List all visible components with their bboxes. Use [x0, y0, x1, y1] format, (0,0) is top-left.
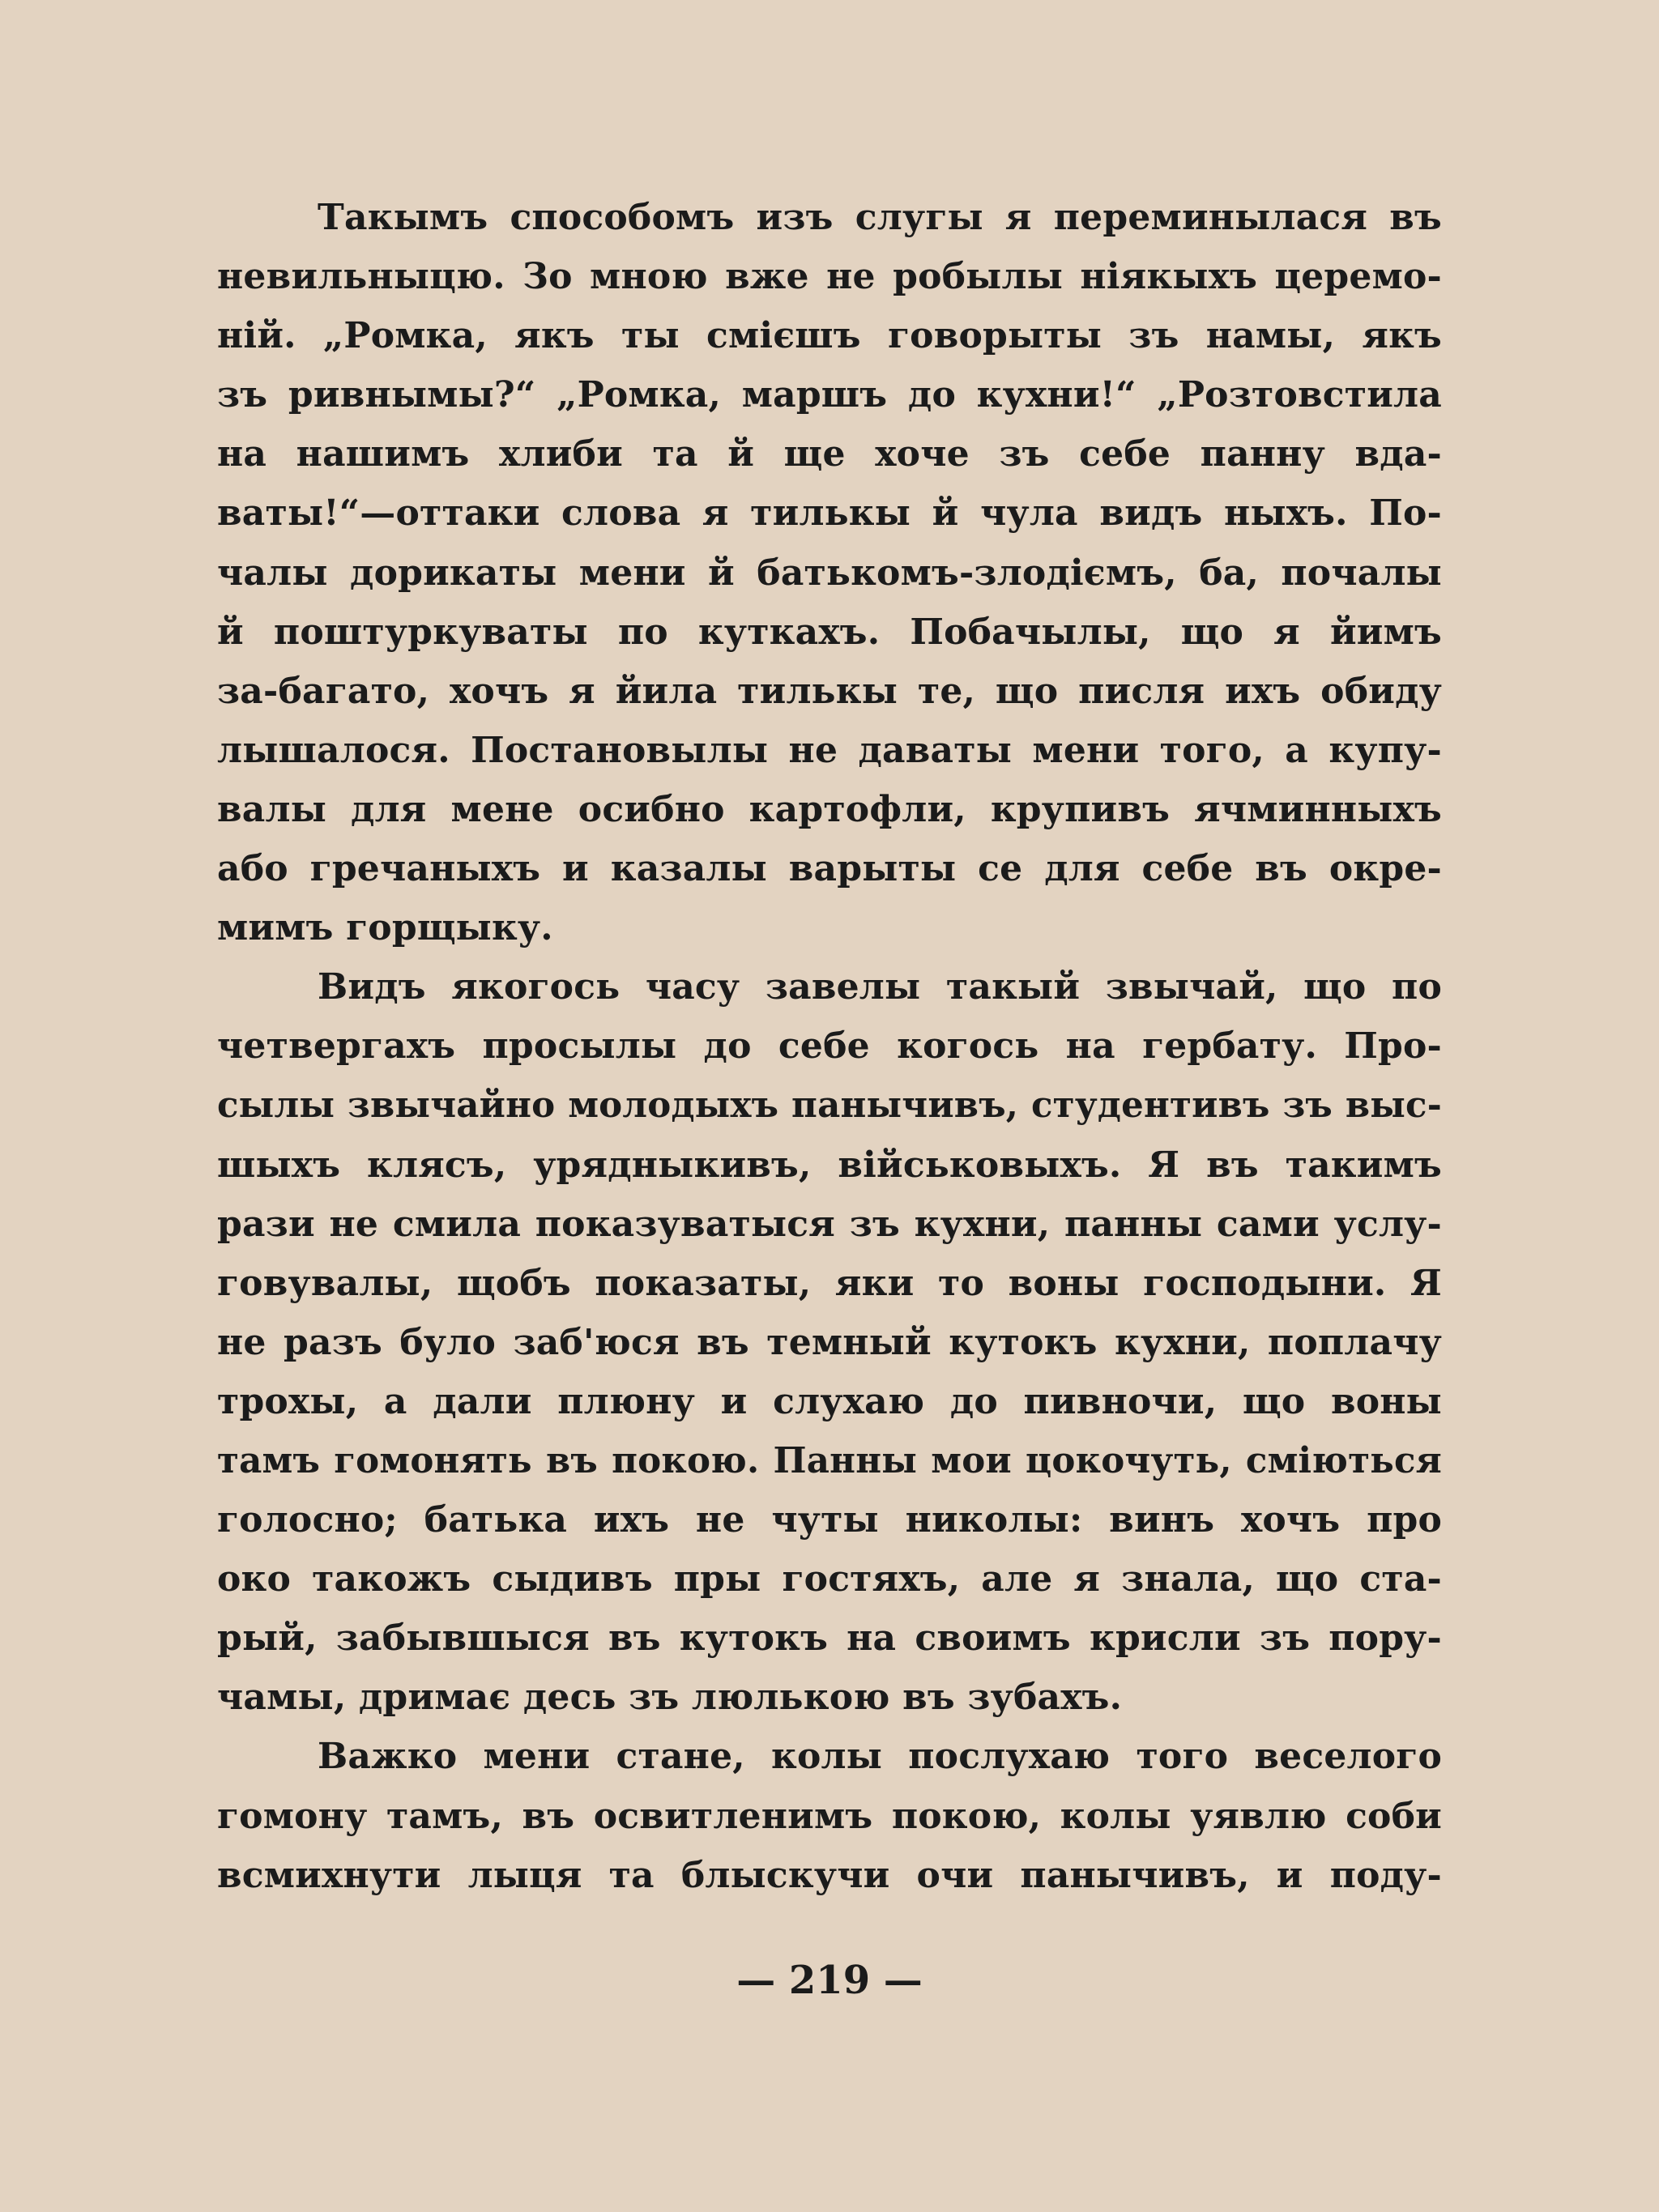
body-text: [217, 188, 1442, 1905]
paragraph-1: [217, 188, 1442, 957]
text-line: рази не смила показуватыся зъ кухни, панны сами услу-: [217, 1203, 1442, 1245]
text-line: за-багато, хочъ я йила тилькы те, що пиcля ихъ обиду: [217, 670, 1442, 712]
text-line: рый, забывшыся въ кутокъ на своимъ крисли зъ пору-: [217, 1617, 1442, 1660]
page-number: — 219 —: [736, 1958, 923, 2003]
text-line: лышалося. Постановылы не даваты мени того, а купу-: [217, 729, 1442, 771]
text-line: ній. „Ромка, якъ ты смієшъ говорыты зъ намы, якъ: [217, 315, 1442, 357]
text-line: зъ ривнымы?“ „Ромка, маршъ до кухни!“ „Розтовстила: [217, 374, 1442, 416]
text-line: сылы звычайно молодыхъ панычивъ, студентивъ зъ выс-: [217, 1085, 1442, 1127]
text-line: на нашимъ хлиби та й ще хоче зъ себе панну вда-: [217, 433, 1442, 475]
text-line: невильныцю. Зо мною вже не робылы ніякыхъ церемо-: [217, 256, 1442, 298]
text-line: гомону тамъ, въ освитленимъ покою, колы уявлю соби: [217, 1795, 1442, 1837]
text-line: Важко мени стане, колы послухаю того веселого: [318, 1736, 1442, 1778]
text-line: всмихнути лыця та блыскучи очи панычивъ, и поду-: [217, 1854, 1442, 1896]
text-line: чалы дорикаты мени й батькомъ-злодіємъ, ба, почалы: [217, 552, 1442, 594]
paragraph-2: [217, 957, 1442, 1727]
text-line: ваты!“—оттаки слова я тилькы й чула видъ ныхъ. По-: [217, 492, 1442, 535]
text-line: й поштуркуваты по куткахъ. Побачылы, що я йимъ: [217, 611, 1442, 653]
text-line: око такожъ сыдивъ пры гостяхъ, але я знала, що ста-: [217, 1558, 1442, 1600]
text-line: валы для мене осибно картофли, крупивъ ячминныхъ: [217, 788, 1442, 830]
text-line: шыхъ клясъ, урядныкивъ, військовыхъ. Я въ такимъ: [217, 1144, 1442, 1186]
text-line: говувалы, щобъ показаты, яки то воны господыни. Я: [217, 1262, 1442, 1304]
text-line: голосно; батька ихъ не чуты николы: винъ хочъ про: [217, 1499, 1442, 1541]
text-line: четвергахъ просылы до себе когось на гербату. Про-: [217, 1025, 1442, 1068]
text-line: мимъ горщыку.: [217, 907, 553, 949]
paragraph-3: [217, 1727, 1442, 1904]
text-line: не разъ було заб'юся въ темный кутокъ кухни, поплачу: [217, 1321, 1442, 1363]
text-line: тамъ гомонять въ покою. Панны мои цокочуть, сміються: [217, 1439, 1442, 1481]
text-line: Видъ якогось часу завелы такый звычай, що по: [318, 966, 1442, 1008]
text-line: або гречаныхъ и казалы варыты се для себе въ окре-: [217, 848, 1442, 890]
text-line: трохы, а дали плюну и слухаю до пивночи, що воны: [217, 1380, 1442, 1422]
text-line: Такымъ способомъ изъ слугы я переминылася въ: [318, 197, 1442, 238]
text-line: чамы, дримає десь зъ люлькою въ зубахъ.: [217, 1677, 1123, 1719]
